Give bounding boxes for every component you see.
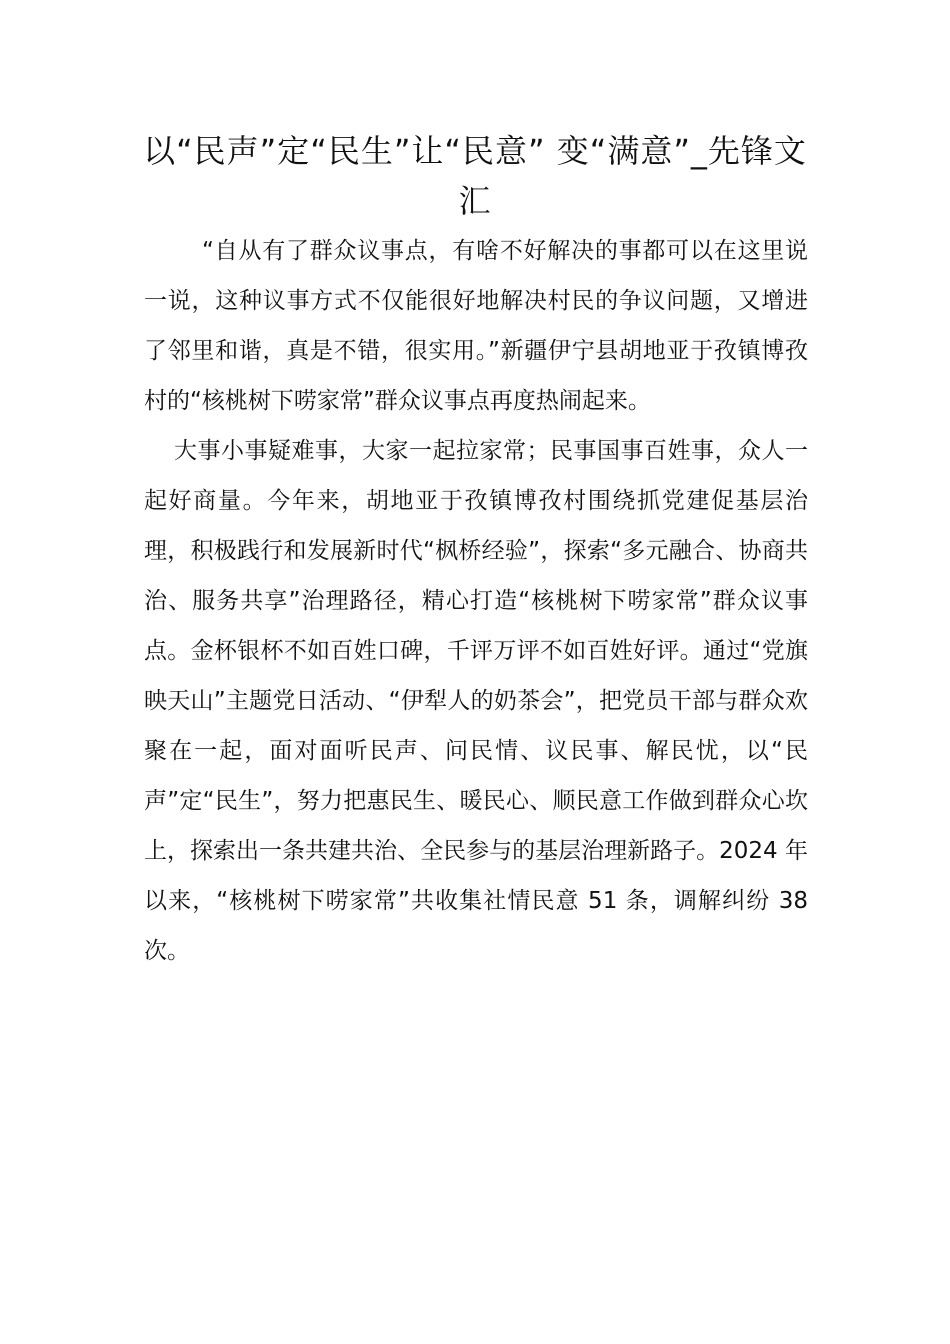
- paragraph-2: 大事小事疑难事，大家一起拉家常；民事国事百姓事，众人一起好商量。今年来，胡地亚于孜镇博孜村围绕抓党建促基层治理，积极践行和发展新时代“枫桥经验”，探索“多元融合、协商共治、服务共享”治理路径，精心打造“核桃树下唠家常”群众议事点。金杯银杯不如百姓口碑，千评万评不如百姓好评。通过“党旗映天山”主题党日活动、“伊犁人的奶茶会”，把党员干部与群众欢聚在一起，面对面听民声、问民情、议民事、解民忧，以“民声”定“民生”，努力把惠民生、暖民心、顺民意工作做到群众心坎上，探索出一条共建共治、全民参与的基层治理新路子。2024 年以来，“核桃树下唠家常”共收集社情民意 51 条，调解纠纷 38 次。: [144, 438, 808, 964]
- document-title: 以“民声”定“民生”让“民意” 变“满意”_先锋文汇: [143, 132, 807, 220]
- document-body: [144, 226, 808, 976]
- paragraph-1: “自从有了群众议事点，有啥不好解决的事都可以在这里说一说，这种议事方式不仅能很好地解决村民的争议问题，又增进了邻里和谐，真是不错，很实用。”新疆伊宁县胡地亚于孜镇博孜村的“核桃树下唠家常”群众议事点再度热闹起来。: [144, 238, 808, 414]
